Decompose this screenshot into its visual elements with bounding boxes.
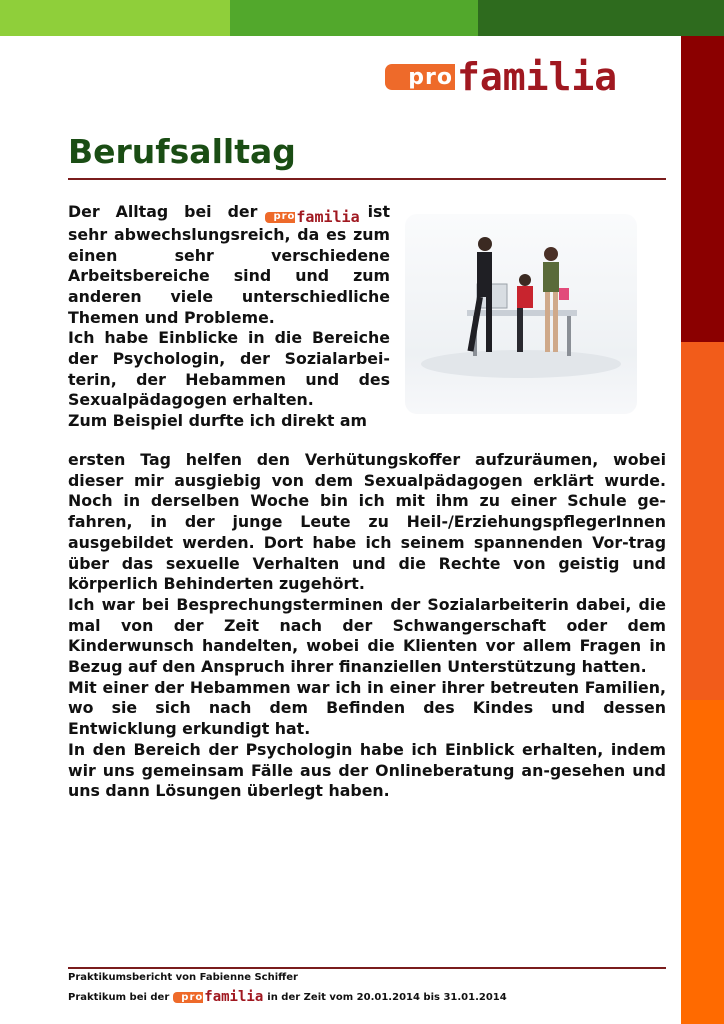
- top-bar-light-green: [0, 0, 230, 36]
- intro-text-after-logo: ist sehr abwechslungsreich, da es zum einen sehr verschiedene Arbeitsbereiche sind und zum anderen viele unterschiedliche Themen und Probleme.: [68, 202, 390, 327]
- inline-logo-familia: familia: [296, 207, 360, 226]
- main-paragraphs: [68, 450, 666, 802]
- top-bar-dark-green: [478, 0, 724, 36]
- right-stripe-maroon: [681, 36, 724, 342]
- right-stripe-bright-orange: [681, 700, 724, 1024]
- right-stripe-orange: [681, 342, 724, 700]
- paragraph-psychologist: In den Bereich der Psychologin habe ich Einblick erhalten, indem wir uns gemeinsam Fälle aus der Onlineberatung an-gesehen und uns dann Lösungen überlegt haben.: [68, 739, 666, 801]
- footer-internship-period: [68, 990, 507, 1005]
- logo-pro-text: pro: [385, 64, 455, 90]
- footer-divider: [68, 967, 666, 969]
- paragraph-social-worker: Ich war bei Besprechungsterminen der Sozialarbeiterin dabei, die mal von der Zeit nach der Schwangerschaft oder dem Kinderwunsch handelten, wobei die Klienten vor allem Fragen in Bezug auf den Anspruch ihrer finanziellen Unterstützung hatten.: [68, 594, 666, 677]
- pro-familia-logo: [385, 55, 618, 99]
- inline-pro-familia-logo: [265, 207, 360, 226]
- footer-author: Praktikumsbericht von Fabienne Schiffer: [68, 972, 298, 983]
- title-divider: [68, 178, 666, 180]
- top-color-bar: [0, 0, 724, 36]
- paragraph-example-rest: ersten Tag helfen den Verhütungskoffer aufzuräumen, wobei dieser mir ausgiebig von dem Sexualpädagogen erklärt wurde. Noch in derselben Woche bin ich mit ihm zu einer Schule ge-fahren, in der junge Leute zu Heil-/ErziehungspflegerInnen ausgebildet werden. Dort habe ich seinem spannenden Vor-trag über das sexuelle Verhalten und die Rechte von geistig und körperlich Behinderten zugehört.: [68, 450, 666, 594]
- inline-logo-pro: pro: [265, 212, 295, 223]
- page-title: Berufsalltag: [68, 132, 296, 171]
- intro-text-before-logo: Der Alltag bei der: [68, 202, 258, 221]
- intro-paragraphs: [68, 202, 390, 432]
- footer-logo-familia: familia: [204, 989, 264, 1005]
- footer-pro-familia-logo: [173, 990, 263, 1005]
- footer-text-after-logo: in der Zeit vom 20.01.2014 bis 31.01.2014: [267, 992, 507, 1003]
- paragraph-midwife: Mit einer der Hebammen war ich in einer ihrer betreuten Familien, wo sie sich nach dem Befinden des Kindes und dessen Entwicklung erkundigt hat.: [68, 677, 666, 739]
- office-meeting-illustration: [405, 214, 637, 414]
- top-bar-mid-green: [230, 0, 478, 36]
- people-at-desk-icon: [405, 214, 637, 414]
- footer-logo-pro: pro: [173, 992, 203, 1003]
- logo-familia-text: familia: [457, 55, 618, 99]
- paragraph-example-start: Zum Beispiel durfte ich direkt am: [68, 411, 367, 431]
- footer-text-before-logo: Praktikum bei der: [68, 992, 170, 1003]
- paragraph-areas: Ich habe Einblicke in die Bereiche der Psychologin, der Sozialarbei-terin, der Hebammen und des Sexualpädagogen erhalten.: [68, 328, 390, 410]
